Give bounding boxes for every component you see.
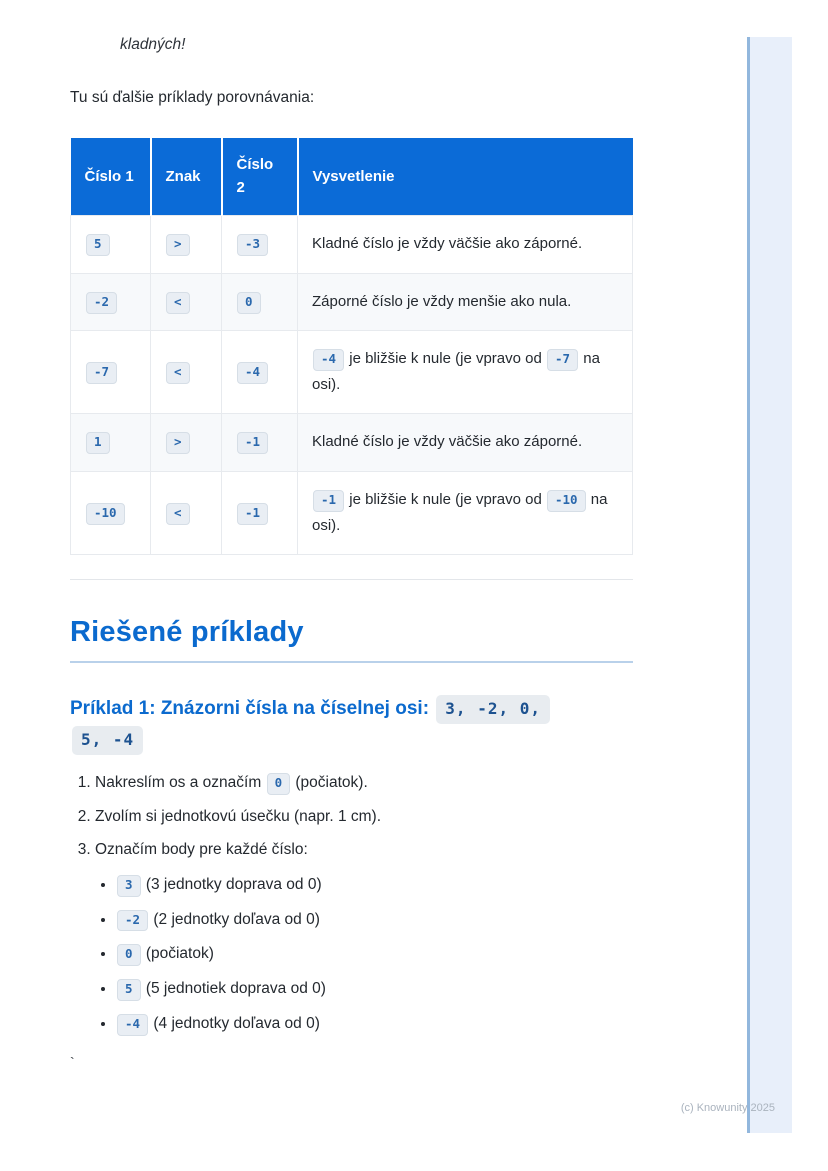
cell-znak xyxy=(151,471,222,555)
cell-vysvetlenie: -1 je bližšie k nule (je vpravo od -10 na osi). xyxy=(298,471,633,555)
number-badge: -4 xyxy=(237,362,268,384)
copyright-text: (c) Knowunity 2025 xyxy=(680,1102,775,1114)
cell-znak xyxy=(151,273,222,330)
inline-code-badge: -2 xyxy=(117,910,148,932)
number-badge: -2 xyxy=(86,292,117,314)
document-content xyxy=(70,0,633,1070)
inline-code-badge: -4 xyxy=(117,1014,148,1036)
quote-text: kladných! xyxy=(120,36,186,53)
col-header-cislo-1: Číslo 1 xyxy=(71,138,151,216)
table-row xyxy=(71,330,633,414)
cell-cislo-1 xyxy=(71,273,151,330)
table-row xyxy=(71,273,633,330)
sign-badge: > xyxy=(166,234,190,256)
step-item: 2. Zvolím si jednotkovú úsečku (napr. 1 cm). xyxy=(95,806,633,828)
point-item: • 0 (počiatok) xyxy=(116,943,633,966)
col-header-vysvetlenie: Vysvetlenie xyxy=(298,138,633,216)
sign-badge: < xyxy=(166,362,190,384)
step-item xyxy=(95,839,633,1036)
number-badge: 5 xyxy=(86,234,110,256)
inline-code-badge: -10 xyxy=(547,490,586,512)
point-item: • 3 (3 jednotky doprava od 0) xyxy=(116,874,633,897)
col-header-znak: Znak xyxy=(151,138,222,216)
number-badge: 1 xyxy=(86,432,110,454)
step-item: 1. Nakreslím os a označím 0 (počiatok). xyxy=(95,772,633,795)
cell-cislo-1 xyxy=(71,216,151,273)
cell-znak xyxy=(151,216,222,273)
cell-cislo-1 xyxy=(71,330,151,414)
cell-vysvetlenie: Kladné číslo je vždy väčšie ako záporné. xyxy=(298,414,633,471)
inline-code-badge: -7 xyxy=(547,349,578,371)
inline-code-badge: 5 xyxy=(117,979,141,1001)
number-badge: -1 xyxy=(237,432,268,454)
point-item: • 5 (5 jednotiek doprava od 0) xyxy=(116,978,633,1001)
sign-badge: < xyxy=(166,503,190,525)
sign-badge: > xyxy=(166,432,190,454)
cell-cislo-2 xyxy=(222,414,298,471)
cell-vysvetlenie: Záporné číslo je vždy menšie ako nula. xyxy=(298,273,633,330)
stray-backtick: ` xyxy=(70,1054,75,1070)
points-list xyxy=(95,874,633,1036)
inline-code-badge: -4 xyxy=(313,349,344,371)
table-header-row xyxy=(71,138,633,216)
inline-code-badge: 3, -2, 0, xyxy=(436,695,550,724)
cell-vysvetlenie: -4 je bližšie k nule (je vpravo od -7 na osi). xyxy=(298,330,633,414)
number-badge: 0 xyxy=(237,292,261,314)
number-badge: -7 xyxy=(86,362,117,384)
inline-code-badge: 3 xyxy=(117,875,141,897)
cell-cislo-2 xyxy=(222,273,298,330)
step-text: Označím body pre každé číslo: xyxy=(95,841,308,859)
inline-code-badge: -1 xyxy=(313,490,344,512)
inline-code-badge: 0 xyxy=(267,773,291,795)
number-badge: -1 xyxy=(237,503,268,525)
sign-badge: < xyxy=(166,292,190,314)
comparison-table xyxy=(70,138,633,555)
cell-vysvetlenie: Kladné číslo je vždy väčšie ako záporné. xyxy=(298,216,633,273)
cell-cislo-2 xyxy=(222,471,298,555)
cell-cislo-2 xyxy=(222,216,298,273)
number-badge: -10 xyxy=(86,503,125,525)
number-badge: -3 xyxy=(237,234,268,256)
inline-code-badge: 0 xyxy=(117,944,141,966)
cell-znak xyxy=(151,414,222,471)
section-title: Riešené príklady xyxy=(70,616,633,663)
scrollbar-track[interactable] xyxy=(747,37,792,1133)
table-row xyxy=(71,414,633,471)
point-item: • -4 (4 jednotky doľava od 0) xyxy=(116,1013,633,1036)
example-heading: Príklad 1: Znázorni čísla na číselnej osi: 3, -2, 0, 5, -4 xyxy=(70,693,633,756)
intro-paragraph: Tu sú ďalšie príklady porovnávania: xyxy=(70,88,315,106)
cell-cislo-1 xyxy=(71,471,151,555)
point-item: • -2 (2 jednotky doľava od 0) xyxy=(116,909,633,932)
table-row xyxy=(71,216,633,273)
cell-cislo-2 xyxy=(222,330,298,414)
col-header-cislo-2: Číslo 2 xyxy=(222,138,298,216)
inline-code-badge: 5, -4 xyxy=(72,726,143,755)
cell-cislo-1 xyxy=(71,414,151,471)
table-row xyxy=(71,471,633,555)
section-divider xyxy=(70,579,633,580)
steps-list xyxy=(70,772,633,1036)
cell-znak xyxy=(151,330,222,414)
